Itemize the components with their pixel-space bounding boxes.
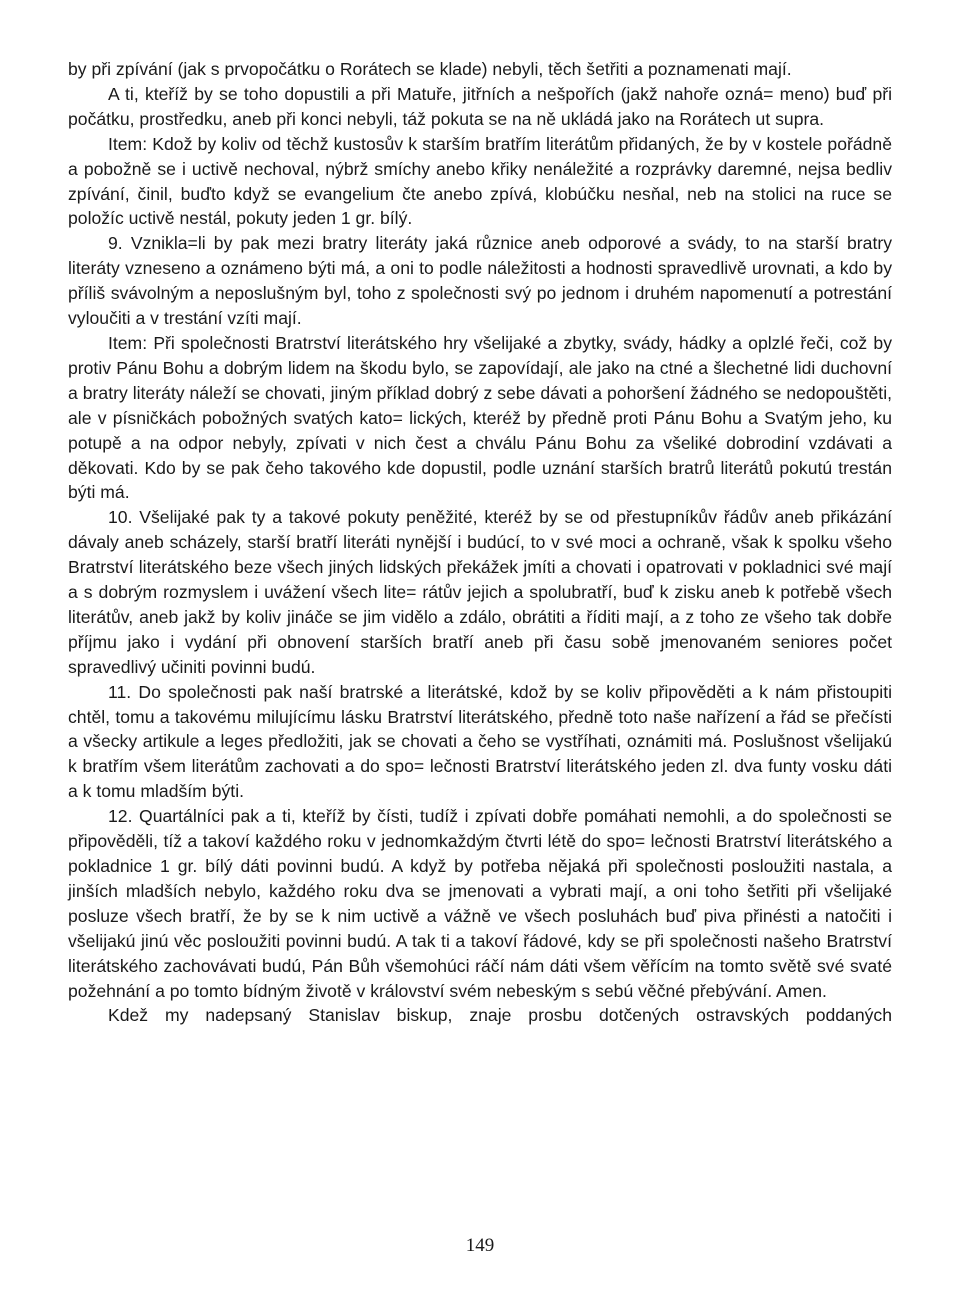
paragraph-article-10: 10. Všelijaké pak ty a takové pokuty peněžité, kteréž by se od přestupníkův řádův aneb přikázání dávaly aneb scházely, starší bratří literáti nynější i budúcí, to v své moci a ochraně, však k spolku všeho Bratrství literátského beze všech jiných lidských překážek jmíti a chovati i opatrovati v pokladnici své mají a s dobrým rozmyslem i uvážení všech lite= rátův jejich a spolubratří, buď k zisku aneb k potřebě všech literátův, aneb jakž by koliv jináče se jim vidělo a zdálo, obrátiti a říditi mají, a z toho ze všeho tak dobře příjmu jako i vydání při obnovení starších bratří aneb při času sobě jmenovaném seniores počet spravedlivý učiniti povinni budú. [68,507,892,677]
paragraph-article-9: 9. Vznikla=li by pak mezi bratry literáty jaká různice aneb odporové a svády, to na starší bratry literáty vzneseno a oznámeno býti má, a oni to podle náležitosti a hodnosti spravedlivě urovnati, a kdo by příliš svávolným a neposlušným byl, toho z společnosti svý po jednom i druhém napomenutí a potrestání vyloučiti a v trestání vzíti mají. [68,233,892,329]
paragraph-matura-penalty: A ti, kteříž by se toho dopustili a při Matuře, jitřních a nešpořích (jakž nahoře ozná= meno) buď při počátku, prostředku, aneb při konci nebyli, táž pokuta se na ně ukládá jako na Rorátech ut supra. [68,83,892,129]
paragraph-church-conduct: Item: Kdož by koliv od těchž kustosův k starším bratřím literátům přidaných, že by v kostele pořádně a pobožně se i uctivě nechoval, nýbrž smíchy anebo křiky nenáležité a rozprávky daremné, nejsa bedliv zpívání, činil, buďto když se evangelium čte anebo zpívá, klobúčku nesňal, neb na stolici na ruce se položíc uctivě nestál, pokuty jeden 1 gr. bílý. [68,133,892,229]
paragraph-article-12: 12. Quartálníci pak a ti, kteříž by čísti, tudíž i zpívati dobře pomáhati nemohli, a do společnosti se připověděli, tíž a takoví každého roku v jednomkaždým čtvrti létě do spo= lečnosti Bratrství literátského a pokladnice 1 gr. bílý dáti povinni budú. A když by potřeba nějaká při společnosti posloužiti nastala, a jinších mladších nebylo, každého roku dva se jmenovati a vybrati mají, a oni toho šetřiti při všelijaké posluze všech bratří, že by se k nim uctivě a vážně ve všech posluhách buď piva přinésti a natočiti i všelijakú jinú věc posloužiti povinni budú. A tak ti a takoví řádové, kdy se při společnosti našeho Bratrství literátského zachovávati budú, Pán Bůh všemohúci ráčí nám dáti všem věřícím na tomto světě své svaté požehnání a po tomto bídným životě v království svém nebeským s sebú věčné přebývání. Amen. [68,806,892,1001]
paragraph-bishop-closing: Kdež my nadepsaný Stanislav biskup, znaje prosbu dotčených ostravských poddaných [108,1005,892,1026]
paragraph-continuation: by při zpívání (jak s prvopočátku o Rorátech se klade) nebyli, těch šetřiti a poznamenati mají. [68,59,792,79]
paragraph-article-11: 11. Do společnosti pak naší bratrské a literátské, kdož by se koliv připověděti a k nám přistoupiti chtěl, tomu a takovému milujícímu lásku Bratrství literátského, předně toto naše nařízení a řád se přečísti a všecky artikule a leges předložiti, jak se chovati a čeho se vystříhati, oznámiti má. Poslušnost všelijakú k bratřím všem literátům zachovati a do spo= lečnosti Bratrství literátského jeden zl. dva funty vosku dáti a k tomu mladším býti. [68,681,892,802]
body-text [68,57,892,1028]
paragraph-fellowship-games: Item: Při společnosti Bratrství literátského hry všelijaké a zbytky, svády, hádky a oplzlé řeči, což by protiv Pánu Bohu a dobrým lidem na škodu bylo, se zapovídají, ale jako na ctné a šlechetné lidi duchovní a bratry literáty náleží se chovati, jiným příklad dobrý z sebe dávati a pohoršení žádného se nedopouštěti, ale v písničkách pobožných svatých kato= lických, kteréž by předně proti Pánu Bohu a Svatým jeho, ku potupě a na odpor nebyly, zpívati v nich čest a chválu Pánu Bohu za všeliké dobrodiní vzdávati a děkovati. Kdo by se pak čeho takového kde dopustil, podle uznání starších bratrů literátů pokutú trestán býti má. [68,332,892,503]
page-number: 149 [465,1235,495,1256]
